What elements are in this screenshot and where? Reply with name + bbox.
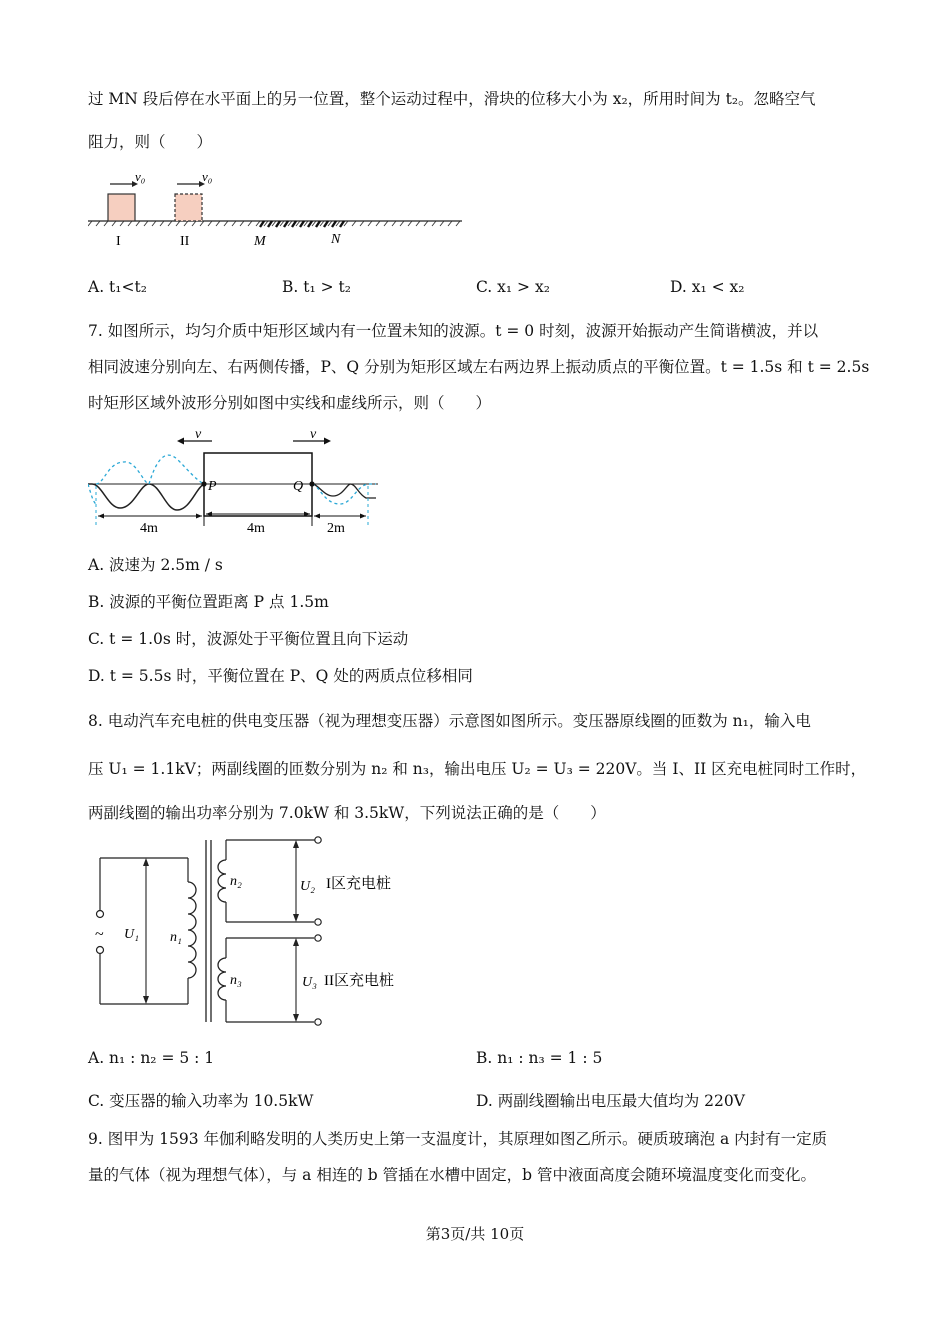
primary-coil [188,882,196,978]
q8-text-line-3: 两副线圈的输出功率分别为 7.0kW 和 3.5kW，下列说法正确的是（ ） [88,804,606,822]
q6-text-line-2: 阻力，则（ ） [88,133,213,151]
solid-wave-left [88,484,204,510]
label-n3: n₃ [230,973,242,988]
q7-text-line-3: 时矩形区域外波形分别如图中实线和虚线所示，则（ ） [88,394,492,412]
label-n1: n₁ [170,930,182,945]
arrow-right-icon [324,438,331,445]
q7-option-c[interactable]: C. t = 1.0s 时，波源处于平衡位置且向下运动 [88,630,409,648]
q6-option-c[interactable]: C. x₁ > x₂ [476,278,550,296]
q6-option-d[interactable]: D. x₁ < x₂ [670,278,745,296]
label-u3: U₃ [302,975,317,990]
point-p [201,481,206,486]
q8-option-a[interactable]: A. n₁ : n₂ = 5 : 1 [88,1049,215,1067]
q7-option-d[interactable]: D. t = 5.5s 时，平衡位置在 P、Q 处的两质点位移相同 [88,667,473,685]
q6-option-a[interactable]: A. t₁<t₂ [88,278,147,296]
point-q [309,481,314,486]
q8-option-c[interactable]: C. 变压器的输入功率为 10.5kW [88,1092,314,1110]
dim-2m-right: 2m [327,521,345,536]
label-i: I [116,234,121,249]
page-footer: 第3页/共 10页 [425,1225,525,1243]
secondary-coil-n3 [218,958,226,1000]
output-terminal-1a [315,837,321,843]
output-terminal-2a [315,935,321,941]
label-q: Q [293,479,304,494]
q6-option-b[interactable]: B. t₁ > t₂ [282,278,351,296]
output-terminal-2b [315,1019,321,1025]
q6-figure-slider [88,165,473,250]
label-u2: U₂ [300,879,315,894]
label-v-right: v [310,427,317,442]
label-u1: U₁ [124,927,139,942]
label-n: N [331,232,341,247]
q6-text-line-1: 过 MN 段后停在水平面上的另一位置，整个运动过程中，滑块的位移大小为 x₂，所用时间为 t₂。忽略空气 [88,90,816,108]
input-terminal-top [97,911,104,918]
label-zone-1: I区充电桩 [326,876,391,892]
label-zone-2: II区充电桩 [324,973,394,989]
q8-option-b[interactable]: B. n₁ : n₃ = 1 : 5 [476,1049,603,1067]
q9-text-line-1: 9. 图甲为 1593 年伽利略发明的人类历史上第一支温度计，其原理如图乙所示。硬质玻璃泡 a 内封有一定质 [88,1130,828,1148]
label-n2: n₂ [230,874,242,889]
q8-option-d[interactable]: D. 两副线圈输出电压最大值均为 220V [476,1092,745,1110]
dashed-wave-right [312,484,376,504]
label-p: P [208,479,217,494]
dashed-wave-left-a [96,462,149,484]
q7-figure-wave [88,424,383,542]
secondary-coil-n2 [218,860,226,902]
block-ii [175,194,202,221]
ground-hatching [88,221,460,226]
dim-4m-left: 4m [140,521,158,536]
output-terminal-1b [315,919,321,925]
q7-option-a[interactable]: A. 波速为 2.5m / s [88,556,223,574]
input-terminal-bottom [97,947,104,954]
dashed-wave-left-b [149,455,204,484]
arrow-left-icon [177,438,184,445]
q8-text-line-1: 8. 电动汽车充电桩的供电变压器（视为理想变压器）示意图如图所示。变压器原线圈的匝数为 n₁，输入电 [88,712,811,730]
q7-text-line-2: 相同波速分别向左、右两侧传播，P、Q 分别为矩形区域左右两边界上振动质点的平衡位置。t = 1.5s 和 t = 2.5s [88,358,870,376]
q8-figure-transformer [88,832,418,1032]
q8-text-line-2: 压 U₁ = 1.1kV；两副线圈的匝数分别为 n₂ 和 n₃，输出电压 U₂ = U₃ = 220V。当 I、II 区充电桩同时工作时， [88,760,867,778]
solid-wave-right [312,484,376,498]
label-v0-b: v₀ [202,169,213,184]
ac-source-tilde: ~ [95,926,104,943]
label-m: M [254,234,266,249]
q7-text-line-1: 7. 如图所示，均匀介质中矩形区域内有一位置未知的波源。t = 0 时刻，波源开始振动产生简谐横波，并以 [88,322,819,340]
block-i [108,194,135,221]
label-ii: II [180,234,190,249]
q9-text-line-2: 量的气体（视为理想气体），与 a 相连的 b 管插在水槽中固定，b 管中液面高度会随环境温度变化而变化。 [88,1166,816,1184]
label-v0-a: v₀ [135,169,146,184]
q7-option-b[interactable]: B. 波源的平衡位置距离 P 点 1.5m [88,593,329,611]
dim-4m-middle: 4m [247,521,265,536]
label-v-left: v [195,427,202,442]
